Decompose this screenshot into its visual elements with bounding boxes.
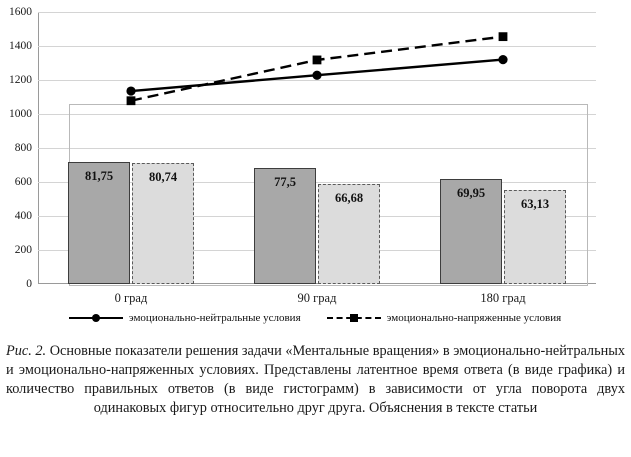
legend-swatch-circle-solid (69, 312, 123, 324)
legend-label-neutral: эмоционально-нейтральные условия (128, 312, 301, 324)
bar-value-label: 66,68 (334, 191, 364, 206)
bar-value-label: 77,5 (274, 175, 296, 190)
legend-item-neutral (69, 312, 301, 324)
data-point-marker (312, 71, 321, 80)
y-tick-label: 1600 (9, 6, 32, 18)
data-point-marker (126, 86, 135, 95)
y-tick-label: 0 (26, 278, 32, 290)
y-tick-label: 1200 (9, 74, 32, 86)
x-tick-label: 180 град (480, 291, 526, 305)
y-tick-label: 400 (14, 210, 32, 222)
data-point-marker (313, 56, 322, 65)
bar-value-label: 81,75 (84, 168, 114, 183)
data-point-marker (127, 96, 136, 105)
figure-caption (6, 342, 625, 417)
bar-value-label: 69,95 (456, 186, 486, 201)
bar-value-label: 63,13 (520, 196, 550, 211)
y-tick-label: 800 (14, 142, 32, 154)
x-tick-label: 0 град (114, 291, 148, 305)
y-tick-label: 600 (14, 176, 32, 188)
line-series-group (38, 12, 596, 284)
x-tick-label: 90 град (297, 291, 337, 305)
figure-number: Рис. 2. (6, 343, 47, 359)
legend-label-stressful: эмоционально-напряженные условия (386, 312, 562, 324)
data-point-marker (499, 32, 508, 41)
line-series (131, 37, 503, 101)
y-tick-label: 200 (14, 244, 32, 256)
bar-value-label: 80,74 (148, 170, 178, 185)
plot-area (9, 6, 596, 305)
chart-legend (60, 312, 570, 324)
data-point-marker (498, 55, 507, 64)
legend-item-stressful (327, 312, 562, 324)
figure-caption-text: Основные показатели решения задачи «Ментальные вращения» в эмоционально-нейтральных и эмоционально-напряженных условиях. Представлены латентное время ответа (в виде графика) и количество правильных ответов (в виде гистограмм) в зависимости от угла поворота двух одинаковых фигур относительно друг друга. Объяснения в тексте статьи (6, 343, 625, 416)
y-tick-label: 1000 (9, 108, 32, 120)
y-tick-label: 1400 (9, 40, 32, 52)
legend-swatch-square-dashed (327, 312, 381, 324)
